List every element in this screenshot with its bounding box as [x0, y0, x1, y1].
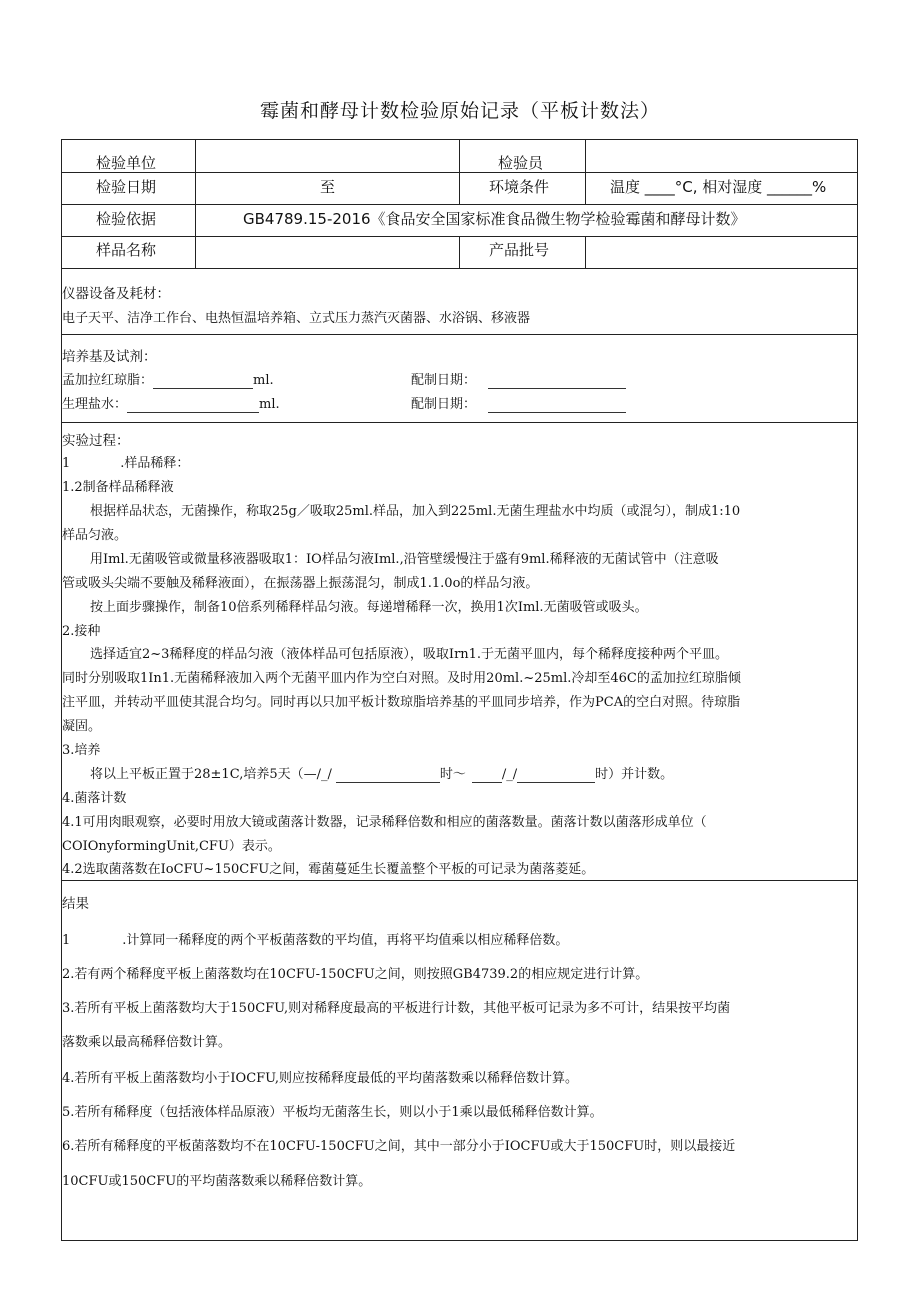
step-3: 3.培养 — [62, 743, 101, 758]
agar-volume-field[interactable] — [153, 373, 253, 389]
inspector-label: 检验员 — [498, 154, 544, 172]
agar-unit: ml. — [253, 373, 274, 388]
saline-date-label: 配制日期： — [411, 397, 477, 412]
divider — [62, 268, 857, 269]
divider — [62, 880, 857, 881]
process-title: 实验过程： — [62, 433, 130, 449]
agar-date-label: 配制日期： — [411, 373, 477, 388]
step-1 — [62, 452, 189, 471]
para-dilute-1: 用Iml.无菌吸管或微量移液器吸取1：IO样品匀液Iml.,沿管壁缓慢注于盛有9ml.稀释液的无菌试管中（注意吸 — [90, 552, 719, 567]
equipment-title: 仪器设备及耗材： — [62, 286, 170, 302]
para-inoc-2: 同时分别吸取1In1.无菌稀释液加入两个无菌平皿内作为空白对照。及时用20ml.~25ml.冷却至46C的孟加拉红琼脂倾 — [62, 671, 741, 686]
agar-label: 孟加拉红琼脂： — [62, 373, 154, 388]
step-1-title: .样品稀释： — [120, 456, 190, 471]
result-3a: 3.若所有平板上菌落数均大于150CFU,则对稀释度最高的平板进行计数，其他平板可记录为多不可计，结果按平均菌 — [62, 1001, 731, 1016]
step-4: 4.菌落计数 — [62, 791, 127, 806]
para-weigh-1: 根据样品状态，无菌操作，称取25g／吸取25ml.样品，加入到225ml.无菌生理盐水中均质（或混匀），制成1:10 — [90, 504, 741, 519]
para-dilute-2: 管或吸头尖端不要触及稀释液面），在振荡器上振荡混匀，制成1.1.0o的样品匀液。 — [62, 576, 539, 591]
divider — [62, 204, 857, 205]
env-field[interactable]: 温度 ____°C, 相对湿度 ______% — [610, 178, 827, 196]
incubate-text-a: 将以上平板正置于28±1C,培养5天（—/_/ — [90, 767, 332, 782]
page-title: 霉菌和酵母计数检验原始记录（平板计数法） — [259, 100, 660, 122]
result-2: 2.若有两个稀释度平板上菌落数均在10CFU-150CFU之间，则按照GB4739.2的相应规定进行计算。 — [62, 967, 649, 982]
media-title: 培养基及试剂： — [62, 349, 157, 365]
para-series: 按上面步骤操作，制备10倍系列稀释样品匀液。每递增稀释一次，换用1次Iml.无菌吸管或吸头。 — [90, 600, 648, 615]
result-1-text: .计算同一稀释度的两个平板菌落数的平均值，再将平均值乘以相应稀释倍数。 — [122, 933, 569, 948]
incubate-text-b: 时～ — [439, 767, 466, 782]
result-5: 5.若所有稀释度（包括液体样品原液）平板均无菌落生长，则以小于1乘以最低稀释倍数计算。 — [62, 1105, 603, 1120]
incubate-text-c: /_/ — [501, 767, 518, 782]
unit-field[interactable] — [196, 140, 458, 172]
step-2: 2.接种 — [62, 624, 101, 639]
saline-volume-field[interactable] — [127, 397, 259, 413]
saline-unit: ml. — [259, 397, 280, 412]
basis-label: 检验依据 — [96, 210, 157, 228]
agar-date-field[interactable] — [488, 373, 626, 389]
record-form — [61, 139, 858, 1241]
env-label: 环境条件 — [489, 178, 550, 196]
para-inoc-1: 选择适宜2~3稀释度的样品匀液（液体样品可包括原液），吸取Irn1.于无菌平皿内，每个稀释度接种两个平皿。 — [90, 647, 729, 662]
batch-label: 产品批号 — [489, 241, 550, 259]
divider — [62, 334, 857, 335]
equipment-text: 电子天平、洁净工作台、电热恒温培养箱、立式压力蒸汽灭菌器、水浴锅、移液器 — [62, 311, 531, 326]
basis-value: GB4789.15-2016《食品安全国家标准食品微生物学检验霉菌和酵母计数》 — [243, 210, 746, 228]
para-count-1: 4.1可用肉眼观察，必要时用放大镜或菌落计数器，记录稀释倍数和相应的菌落数量。菌落计数以菌落形成单位（ — [62, 815, 707, 830]
divider — [459, 140, 460, 204]
batch-field[interactable] — [586, 236, 858, 268]
result-3b: 落数乘以最高稀释倍数计算。 — [62, 1035, 232, 1050]
incubate-end-day-field[interactable] — [472, 767, 502, 783]
incubate-end-field[interactable] — [517, 767, 595, 783]
para-count-3: 4.2选取菌落数在IoCFU~150CFU之间，霉菌蔓延生长覆盖整个平板的可记录为菌落菱延。 — [62, 862, 595, 877]
result-6a: 6.若所有稀释度的平板菌落数均不在10CFU-150CFU之间，其中一部分小于IOCFU或大于150CFU时，则以最接近 — [62, 1139, 736, 1154]
result-4: 4.若所有平板上菌落数均小于IOCFU,则应按稀释度最低的平均菌落数乘以稀释倍数计算。 — [62, 1071, 579, 1086]
para-count-2: COIOnyformingUnit,CFU）表示。 — [62, 839, 281, 854]
para-inoc-4: 凝固。 — [62, 719, 102, 734]
media-row-1 — [62, 369, 274, 389]
incubate-text-d: 时）并计数。 — [595, 767, 674, 782]
saline-date-field[interactable] — [488, 397, 626, 413]
sample-label: 样品名称 — [96, 241, 157, 259]
step-1-2: 1.2制备样品稀释液 — [62, 480, 174, 495]
divider — [195, 204, 196, 236]
result-1 — [62, 929, 568, 948]
saline-label: 生理盐水： — [62, 397, 128, 412]
incubate-start-field[interactable] — [336, 767, 440, 783]
date-label: 检验日期 — [96, 178, 157, 196]
date-range-field[interactable]: 至 — [320, 178, 336, 196]
sample-field[interactable] — [196, 236, 458, 268]
results-title: 结果 — [62, 896, 89, 912]
result-1-num: 1 — [62, 933, 71, 948]
result-6b: 10CFU或150CFU的平均菌落数乘以稀释倍数计算。 — [62, 1174, 372, 1189]
saline-date-row — [411, 393, 626, 413]
divider — [62, 422, 857, 423]
unit-label: 检验单位 — [96, 154, 157, 172]
agar-date-row — [411, 369, 626, 389]
step-1-num: 1 — [62, 456, 71, 471]
para-inoc-3: 注平皿，并转动平皿使其混合均匀。同时再以只加平板计数琼脂培养基的平皿同步培养，作为PCA的空白对照。待琼脂 — [62, 695, 741, 710]
para-incubate — [90, 763, 673, 783]
media-row-2 — [62, 393, 280, 413]
para-weigh-2: 样品匀液。 — [62, 528, 128, 543]
inspector-field[interactable] — [586, 140, 858, 172]
divider — [459, 236, 460, 268]
